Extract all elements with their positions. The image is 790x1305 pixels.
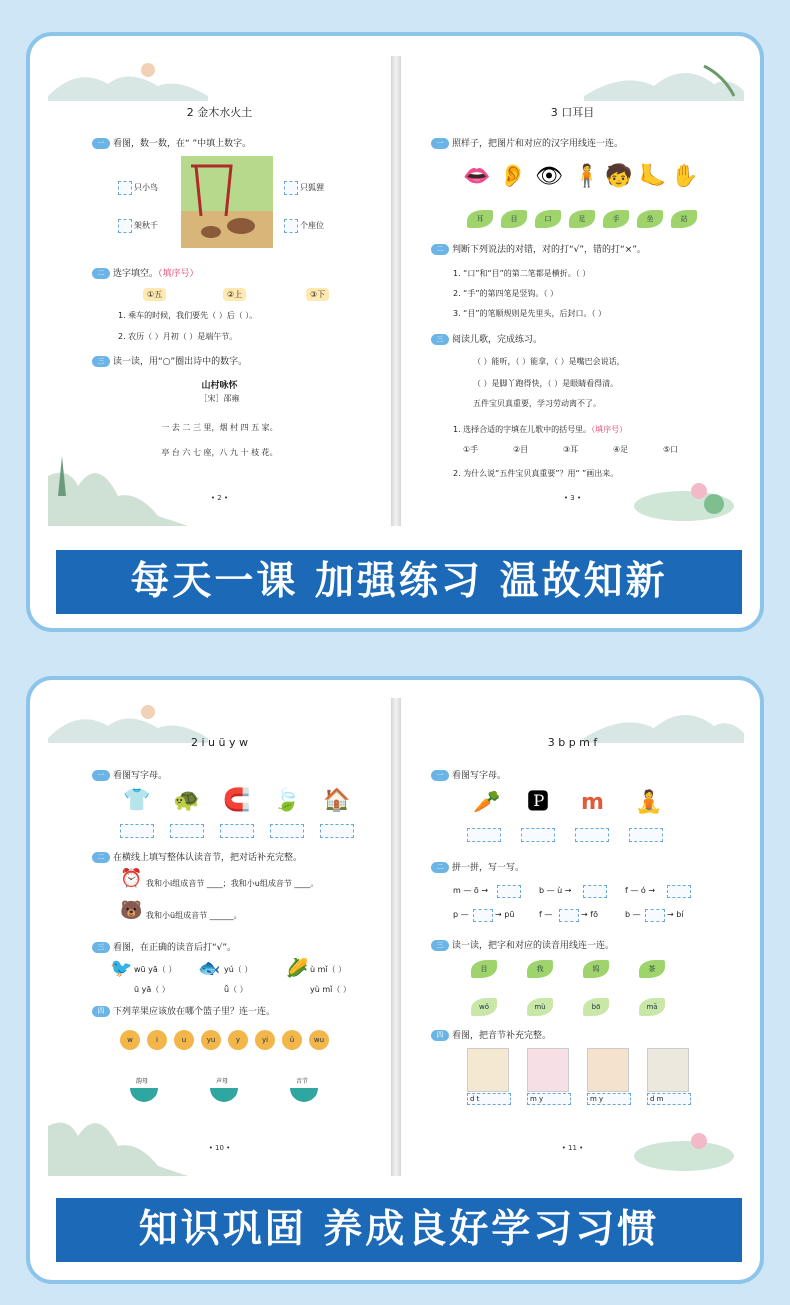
statement: 2. “手”的第四笔是竖钩。（ ） bbox=[453, 289, 559, 298]
swing-illustration bbox=[181, 156, 273, 248]
count-label: 只狐狸 bbox=[300, 183, 324, 192]
dialogue-line: 我和小ü组成音节 ______。 bbox=[146, 911, 242, 920]
corn-picture: 🌽 bbox=[286, 958, 309, 979]
answer-box[interactable] bbox=[118, 219, 132, 233]
answer-box[interactable] bbox=[645, 909, 665, 922]
basket-label: 韵母 bbox=[136, 1078, 149, 1085]
writing-grid[interactable] bbox=[120, 824, 154, 838]
blend-item: b — ù → bbox=[539, 886, 572, 895]
statement: 3. “目”的笔顺规则是先里头，后封口。（ ） bbox=[453, 309, 607, 318]
question-3: 三 读一读，把字和对应的读音用线连一连。 bbox=[431, 938, 614, 951]
syllable-blank[interactable]: d t bbox=[467, 1093, 511, 1105]
option: ⑤口 bbox=[663, 445, 679, 454]
slogan-banner: 知识巩固 养成良好学习习惯 bbox=[56, 1198, 742, 1262]
page-number: • 3 • bbox=[563, 494, 582, 502]
sitting-child-picture: 🧒 bbox=[605, 164, 633, 189]
house-picture: 🏠 bbox=[323, 788, 351, 813]
page-title: 3 b p m f bbox=[547, 736, 598, 749]
question-4: 四 下列苹果应该放在哪个篮子里？连一连。 bbox=[92, 1004, 275, 1017]
pinyin-option: ǚ（ ） bbox=[224, 985, 248, 994]
open-book bbox=[48, 56, 744, 526]
turtle-picture: 🐢 bbox=[173, 788, 201, 813]
pinyin-option: ū yā（ ） bbox=[134, 985, 170, 994]
bear-picture: 🐻 bbox=[120, 900, 143, 921]
count-label: 架秋千 bbox=[134, 221, 158, 230]
page-number: • 2 • bbox=[210, 494, 229, 502]
question-3: 三 看图，在正确的读音后打“√”。 bbox=[92, 940, 236, 953]
char-tile[interactable]: 站 bbox=[671, 210, 697, 228]
dialogue-line: 我和小i组成音节 ____；我和小u组成音节 ____。 bbox=[146, 879, 319, 888]
answer-box[interactable] bbox=[559, 909, 579, 922]
answer-box[interactable] bbox=[583, 885, 607, 898]
left-page bbox=[48, 698, 391, 1176]
syllable-blank[interactable]: d m bbox=[647, 1093, 691, 1105]
option-tag: ①五 bbox=[143, 288, 166, 301]
mouth-picture: 👄 bbox=[463, 164, 491, 189]
basket-label: 声母 bbox=[216, 1078, 229, 1085]
char-tile[interactable]: 耳 bbox=[467, 210, 493, 228]
poem-author: ［宋］邵雍 bbox=[199, 394, 240, 403]
answer-box[interactable] bbox=[497, 885, 521, 898]
left-page bbox=[48, 56, 391, 526]
clock-picture: ⏰ bbox=[120, 868, 143, 889]
letter-m-picture: m bbox=[581, 790, 604, 815]
answer-box[interactable] bbox=[667, 885, 691, 898]
poem-title: 山村咏怀 bbox=[201, 381, 238, 391]
char-leaf[interactable]: 茶 bbox=[639, 960, 665, 978]
sound-leaf[interactable]: wǒ bbox=[471, 998, 497, 1016]
eye-picture: 👁 bbox=[535, 164, 563, 189]
ink-landscape-decoration bbox=[48, 1086, 188, 1176]
answer-box[interactable] bbox=[118, 181, 132, 195]
sound-leaf[interactable]: mù bbox=[527, 998, 553, 1016]
radish-picture: 🥕 bbox=[473, 790, 501, 815]
option-tag: ③下 bbox=[306, 288, 329, 301]
question-2: 二 在横线上填写整体认读音节，把对话补充完整。 bbox=[92, 850, 302, 863]
hand-picture: ✋ bbox=[671, 164, 699, 189]
fish-picture: 🐟 bbox=[198, 958, 221, 979]
apple[interactable]: i bbox=[147, 1030, 167, 1050]
blend-item: f — ó → bbox=[625, 886, 656, 895]
option: ③耳 bbox=[563, 445, 579, 454]
question-2: 二 选字填空。（填序号） bbox=[92, 266, 199, 279]
char-leaf[interactable]: 我 bbox=[527, 960, 553, 978]
open-book bbox=[48, 698, 744, 1176]
question-1: 一 照样子，把图片和对应的汉字用线连一连。 bbox=[431, 136, 623, 149]
ants-picture bbox=[587, 1048, 629, 1092]
option: ④足 bbox=[613, 445, 629, 454]
blend-item: → pū bbox=[495, 910, 515, 919]
question-2: 二 拼一拼，写一写。 bbox=[431, 860, 524, 873]
flour-picture bbox=[647, 1048, 689, 1092]
statement: 1. “口”和“目”的第二笔都是横折。（ ） bbox=[453, 269, 591, 278]
apple[interactable]: yu bbox=[201, 1030, 221, 1050]
question-3: 三 读一读，用“○”圈出诗中的数字。 bbox=[92, 354, 247, 367]
char-tile[interactable]: 足 bbox=[569, 210, 595, 228]
writing-grid[interactable] bbox=[629, 828, 663, 842]
blend-item: → bí bbox=[667, 910, 684, 919]
question-1: 一 看图写字母。 bbox=[431, 768, 506, 781]
letter-p-picture: 🅿 bbox=[527, 790, 550, 815]
sentence: 2. 农历（ ）月初（ ）是端午节。 bbox=[118, 332, 238, 341]
question-3: 三 阅读儿歌，完成练习。 bbox=[431, 332, 542, 345]
song-line: （ ）是脚丫跑得快，（ ）是眼睛看得清。 bbox=[473, 379, 619, 388]
bottom-panel bbox=[26, 676, 764, 1284]
basket[interactable] bbox=[210, 1088, 238, 1102]
char-leaf[interactable]: 钨 bbox=[583, 960, 609, 978]
question-4: 四 看图，把音节补充完整。 bbox=[431, 1028, 551, 1041]
option: ②目 bbox=[513, 445, 529, 454]
count-label: 只小鸟 bbox=[134, 183, 158, 192]
ear-picture: 👂 bbox=[499, 164, 527, 189]
question-1: 一 看图写字母。 bbox=[92, 768, 167, 781]
page-number: • 11 • bbox=[561, 1144, 584, 1152]
writing-grid[interactable] bbox=[170, 824, 204, 838]
pinyin-option: ù mǐ（ ） bbox=[310, 965, 347, 974]
char-tile[interactable]: 口 bbox=[535, 210, 561, 228]
sub-question: 2. 为什么说“五件宝贝真重要”？用“ ”画出来。 bbox=[453, 469, 619, 478]
question-1: 一 看图，数一数，在“ ”中填上数字。 bbox=[92, 136, 251, 149]
right-page bbox=[401, 698, 744, 1176]
question-text: 看图，数一数，在“ ”中填上数字。 bbox=[113, 139, 252, 149]
writing-grid[interactable] bbox=[270, 824, 304, 838]
leaf-picture: 🍃 bbox=[273, 788, 301, 813]
page-number: • 10 • bbox=[208, 1144, 231, 1152]
answer-box[interactable] bbox=[284, 181, 298, 195]
syllable-blank[interactable]: m y bbox=[587, 1093, 631, 1105]
basket[interactable] bbox=[290, 1088, 318, 1102]
option: ①手 bbox=[463, 445, 479, 454]
book-gutter bbox=[391, 698, 401, 1176]
right-page bbox=[401, 56, 744, 526]
pinyin-option: yú（ ） bbox=[224, 965, 253, 974]
char-leaf[interactable]: 目 bbox=[471, 960, 497, 978]
blend-item: f — bbox=[539, 910, 553, 919]
book-gutter bbox=[391, 56, 401, 526]
blend-item: b — bbox=[625, 910, 641, 919]
mountain-decoration bbox=[584, 56, 744, 101]
slogan-banner: 每天一课 加强练习 温故知新 bbox=[56, 550, 742, 614]
sentence: 1. 乘车的时候，我们要先（ ）后（ ）。 bbox=[118, 311, 258, 320]
apple[interactable]: y bbox=[228, 1030, 248, 1050]
char-tile[interactable]: 目 bbox=[501, 210, 527, 228]
writing-grid[interactable] bbox=[467, 828, 501, 842]
syllable-blank[interactable]: m y bbox=[527, 1093, 571, 1105]
apple[interactable]: w bbox=[120, 1030, 140, 1050]
answer-box[interactable] bbox=[473, 909, 493, 922]
song-line: 五件宝贝真重要，学习劳动离不了。 bbox=[473, 399, 601, 408]
apple[interactable]: ü bbox=[282, 1030, 302, 1050]
clothes-picture: 👕 bbox=[123, 788, 151, 813]
song-line: （ ）能听，（ ）能拿，（ ）是嘴巴会说话， bbox=[473, 357, 625, 366]
rocking-horse-picture bbox=[527, 1048, 569, 1092]
writing-grid[interactable] bbox=[521, 828, 555, 842]
page-title: 3 口耳目 bbox=[550, 106, 595, 119]
page-title: 2 金木水火土 bbox=[186, 106, 253, 119]
crow-picture: 🐦 bbox=[110, 958, 133, 979]
pinyin-option: wū yā（ ） bbox=[134, 965, 177, 974]
question-2: 二 判断下列说法的对错，对的打“√”，错的打“×”。 bbox=[431, 242, 646, 255]
magnet-picture: 🧲 bbox=[223, 788, 251, 813]
writing-grid[interactable] bbox=[220, 824, 254, 838]
char-tile[interactable]: 坐 bbox=[637, 210, 663, 228]
apple[interactable]: wu bbox=[309, 1030, 329, 1050]
standing-child-picture: 🧍 bbox=[573, 164, 601, 189]
blend-item: m — ō → bbox=[453, 886, 489, 895]
mountain-decoration bbox=[48, 56, 208, 101]
foot-picture: 🦶 bbox=[639, 164, 667, 189]
char-tile[interactable]: 手 bbox=[603, 210, 629, 228]
apple[interactable]: u bbox=[174, 1030, 194, 1050]
basket-label: 音节 bbox=[296, 1078, 309, 1085]
sound-leaf[interactable]: bō bbox=[583, 998, 609, 1016]
poem-line: 一 去 二 三 里，烟 村 四 五 家。 bbox=[161, 423, 278, 432]
blend-item: p — bbox=[453, 910, 469, 919]
top-panel bbox=[26, 32, 764, 632]
poem-line: 亭 台 六 七 座，八 九 十 枝 花。 bbox=[161, 448, 278, 457]
writing-grid[interactable] bbox=[320, 824, 354, 838]
sound-leaf[interactable]: mā bbox=[639, 998, 665, 1016]
apple[interactable]: yi bbox=[255, 1030, 275, 1050]
map-picture bbox=[467, 1048, 509, 1092]
page-title: 2 i u ü y w bbox=[191, 736, 248, 749]
writing-grid[interactable] bbox=[575, 828, 609, 842]
sub-question: 1. 选择合适的字填在儿歌中的括号里。（填序号） bbox=[453, 425, 628, 434]
option-tag: ②上 bbox=[223, 288, 246, 301]
count-label: 个座位 bbox=[300, 221, 324, 230]
buddha-picture: 🧘 bbox=[635, 790, 663, 815]
answer-box[interactable] bbox=[284, 219, 298, 233]
blend-item: → fō bbox=[581, 910, 598, 919]
pinyin-option: yù mǐ（ ） bbox=[310, 985, 351, 994]
